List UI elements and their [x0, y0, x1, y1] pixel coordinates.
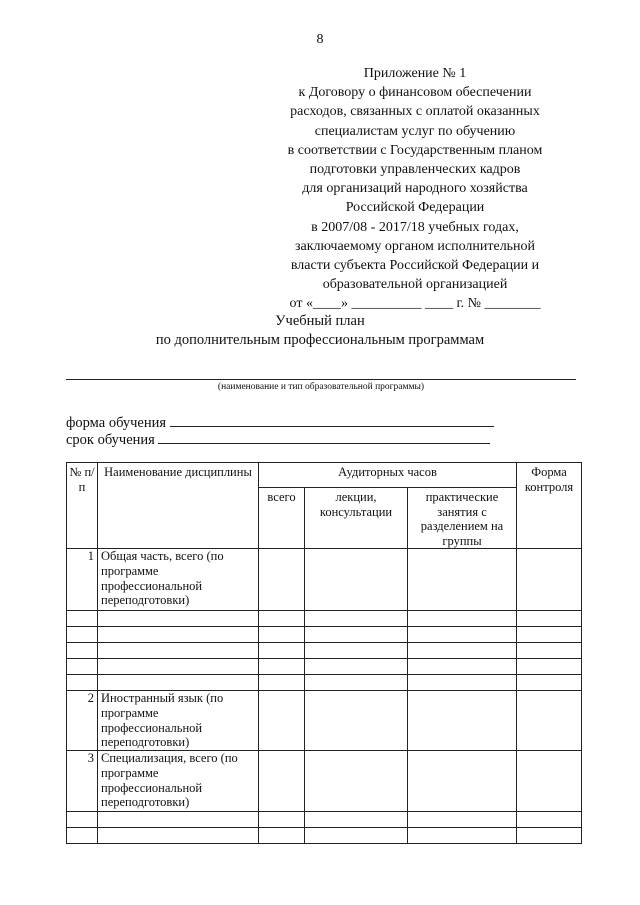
table-row [67, 675, 582, 691]
classroom-hours-header: Аудиторных часов [259, 463, 517, 488]
row-number: 1 [67, 549, 98, 611]
control-form-cell [517, 627, 582, 643]
practice-cell [408, 691, 517, 751]
appendix-line: образовательной организацией [322, 277, 508, 293]
total-hours-cell [259, 627, 305, 643]
row-number [67, 812, 98, 828]
table-row [67, 812, 582, 828]
control-form-header: Форма контроля [517, 463, 582, 549]
appendix-line: в 2007/08 - 2017/18 учебных годах, [311, 219, 519, 235]
control-form-cell [517, 691, 582, 751]
table-row [67, 643, 582, 659]
appendix-line: Российской Федерации [345, 200, 485, 216]
control-form-cell [517, 659, 582, 675]
table-row [67, 691, 582, 751]
lectures-cell [305, 751, 408, 812]
total-hours-cell [259, 611, 305, 627]
duration-field [66, 431, 490, 449]
control-form-cell [517, 812, 582, 828]
row-number [67, 675, 98, 691]
appendix-line: для организаций народного хозяйства [302, 181, 528, 197]
discipline-name [98, 643, 259, 659]
total-hours-cell [259, 828, 305, 844]
discipline-name [98, 828, 259, 844]
total-hours-cell [259, 659, 305, 675]
total-hours-cell [259, 549, 305, 611]
page-number: 8 [316, 32, 324, 47]
lectures-cell [305, 627, 408, 643]
discipline-name: Общая часть, всего (по программе профессиональной переподготовки) [98, 549, 259, 611]
table-header-row [67, 463, 582, 488]
discipline-name: Иностранный язык (по программе профессиональной переподготовки) [98, 691, 259, 751]
program-name-blank[interactable] [66, 379, 576, 380]
row-number: 3 [67, 751, 98, 812]
control-form-cell [517, 643, 582, 659]
lectures-cell [305, 812, 408, 828]
practice-cell [408, 659, 517, 675]
plan-subtitle-line: по дополнительным профессиональным программам [155, 332, 485, 348]
control-form-cell [517, 611, 582, 627]
practice-cell [408, 812, 517, 828]
plan-title [0, 312, 640, 350]
practice-cell [408, 627, 517, 643]
total-hours-cell [259, 643, 305, 659]
lectures-cell [305, 675, 408, 691]
practice-cell [408, 611, 517, 627]
appendix-header [250, 64, 580, 314]
number-header: № п/п [67, 463, 98, 549]
table-row [67, 611, 582, 627]
table-row [67, 751, 582, 812]
appendix-line: Приложение № 1 [363, 66, 467, 81]
appendix-line: расходов, связанных с оплатой оказанных [290, 104, 540, 120]
practice-cell [408, 751, 517, 812]
lectures-cell [305, 828, 408, 844]
appendix-line: специалистам услуг по обучению [314, 123, 516, 139]
appendix-line: заключаемому органом исполнительной [294, 238, 536, 254]
form-of-study-blank[interactable] [170, 414, 494, 427]
plan-title-line: Учебный план [275, 313, 365, 329]
total-hours-cell [259, 812, 305, 828]
appendix-line: подготовки управленческих кадров [309, 162, 521, 178]
discipline-name [98, 659, 259, 675]
control-form-cell [517, 675, 582, 691]
row-number [67, 643, 98, 659]
discipline-name [98, 611, 259, 627]
discipline-name [98, 627, 259, 643]
practice-cell [408, 549, 517, 611]
practice-header: практические занятия с разделением на группы [408, 488, 517, 549]
row-number [67, 828, 98, 844]
lectures-cell [305, 643, 408, 659]
practice-cell [408, 675, 517, 691]
discipline-name: Специализация, всего (по программе профессиональной переподготовки) [98, 751, 259, 812]
row-number [67, 659, 98, 675]
control-form-cell [517, 828, 582, 844]
row-number [67, 611, 98, 627]
form-of-study-label: форма обучения [66, 415, 167, 431]
practice-cell [408, 643, 517, 659]
discipline-header: Наименование дисциплины [98, 463, 259, 549]
total-hours-cell [259, 751, 305, 812]
discipline-name [98, 675, 259, 691]
program-name-caption: (наименование и тип образовательной программы) [217, 382, 425, 392]
control-form-cell [517, 549, 582, 611]
total-hours-header: всего [259, 488, 305, 549]
appendix-line: в соответствии с Государственным планом [287, 142, 543, 158]
table-row [67, 627, 582, 643]
table-row [67, 549, 582, 611]
row-number [67, 627, 98, 643]
lectures-cell [305, 611, 408, 627]
total-hours-cell [259, 675, 305, 691]
lectures-header: лекции, консультации [305, 488, 408, 549]
control-form-cell [517, 751, 582, 812]
duration-label: срок обучения [66, 432, 155, 448]
practice-cell [408, 828, 517, 844]
discipline-name [98, 812, 259, 828]
appendix-line: власти субъекта Российской Федерации и [290, 258, 540, 274]
lectures-cell [305, 659, 408, 675]
appendix-line: к Договору о финансовом обеспечении [298, 85, 532, 101]
table-row [67, 828, 582, 844]
total-hours-cell [259, 691, 305, 751]
form-of-study-field [66, 414, 494, 432]
row-number: 2 [67, 691, 98, 751]
contract-date-number-line: от «____» __________ ____ г. № ________ [289, 296, 541, 312]
curriculum-table [66, 462, 582, 844]
table-row [67, 659, 582, 675]
lectures-cell [305, 549, 408, 611]
duration-blank[interactable] [158, 431, 490, 444]
lectures-cell [305, 691, 408, 751]
